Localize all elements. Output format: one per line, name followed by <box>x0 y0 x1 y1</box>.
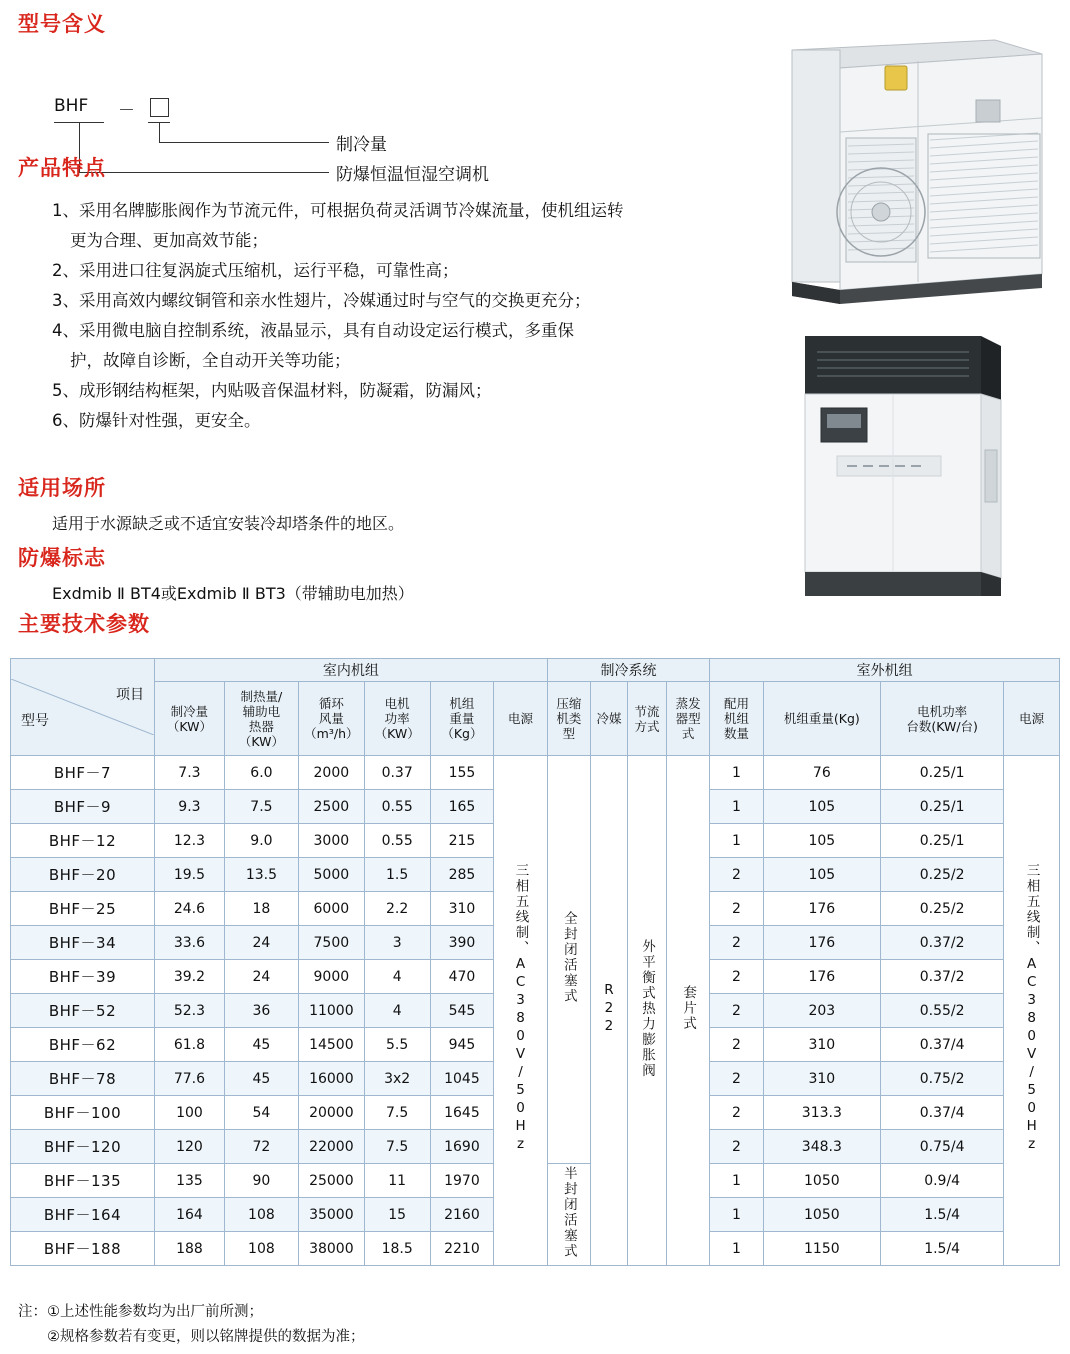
cell-model: BHF－135 <box>11 1164 155 1198</box>
cell-weight: 310 <box>430 892 494 926</box>
model-code-prefix: BHF <box>54 96 89 116</box>
cell-refrigerant: R22 <box>590 756 627 1266</box>
cell-model: BHF－39 <box>11 960 155 994</box>
cell-model: BHF－78 <box>11 1062 155 1096</box>
cell-qty: 2 <box>710 960 763 994</box>
cell-compressor-full-type: 全封闭活塞式 <box>547 756 590 1164</box>
model-code-dash: － <box>118 101 135 121</box>
cell-motor: 18.5 <box>364 1232 430 1266</box>
cell-out-motor: 0.37/4 <box>880 1096 1003 1130</box>
cell-heating: 72 <box>224 1130 298 1164</box>
specs-title: 主要技术参数 <box>18 612 150 636</box>
cell-qty: 2 <box>710 994 763 1028</box>
cell-cooling: 39.2 <box>154 960 224 994</box>
cell-out-motor: 0.37/2 <box>880 960 1003 994</box>
cell-qty: 2 <box>710 1130 763 1164</box>
cell-qty: 1 <box>710 1232 763 1266</box>
feature-item-4-line1: 4、采用微电脑自控制系统，液晶显示，具有自动设定运行模式，多重保 <box>52 321 574 340</box>
cell-out-motor: 0.75/2 <box>880 1062 1003 1096</box>
cell-qty: 2 <box>710 926 763 960</box>
application-title: 适用场所 <box>18 476 106 500</box>
cell-heating: 45 <box>224 1028 298 1062</box>
table-notes <box>18 1300 365 1350</box>
col-outdoor-power-supply: 电源 <box>1004 682 1060 756</box>
col-outdoor-motor-power: 电机功率 台数(KW/台) <box>880 682 1003 756</box>
model-code-title: 型号含义 <box>18 12 106 36</box>
cell-air: 22000 <box>298 1130 364 1164</box>
cell-outdoor-power-supply: 三相五线制、AC380V/50Hz <box>1004 756 1060 1266</box>
cell-model: BHF－7 <box>11 756 155 790</box>
cell-qty: 2 <box>710 1028 763 1062</box>
table-corner-top-label: 项目 <box>115 687 144 703</box>
leader-label-cooling-capacity: 制冷量 <box>336 135 387 155</box>
cell-cooling: 9.3 <box>154 790 224 824</box>
col-compressor-type: 压缩 机类 型 <box>547 682 590 756</box>
cell-heating: 18 <box>224 892 298 926</box>
table-group-refrigeration: 制冷系统 <box>547 659 709 682</box>
application-section <box>18 472 708 538</box>
cell-out-weight: 1050 <box>763 1198 880 1232</box>
cell-qty: 2 <box>710 1096 763 1130</box>
cell-air: 11000 <box>298 994 364 1028</box>
table-corner-cell <box>11 659 155 756</box>
cell-out-motor: 0.25/1 <box>880 756 1003 790</box>
cell-cooling: 100 <box>154 1096 224 1130</box>
cell-air: 2500 <box>298 790 364 824</box>
cell-air: 25000 <box>298 1164 364 1198</box>
cell-out-weight: 176 <box>763 892 880 926</box>
leader-label-product-name: 防爆恒温恒湿空调机 <box>336 165 489 185</box>
cell-motor: 0.55 <box>364 824 430 858</box>
cell-motor: 7.5 <box>364 1130 430 1164</box>
cell-cooling: 12.3 <box>154 824 224 858</box>
table-group-indoor: 室内机组 <box>154 659 547 682</box>
cell-motor: 0.37 <box>364 756 430 790</box>
cell-qty: 1 <box>710 1198 763 1232</box>
cell-out-weight: 310 <box>763 1028 880 1062</box>
cell-cooling: 24.6 <box>154 892 224 926</box>
application-body: 适用于水源缺乏或不适宜安装冷却塔条件的地区。 <box>52 514 405 533</box>
table-group-outdoor: 室外机组 <box>710 659 1060 682</box>
specs-table-container <box>10 658 1060 1266</box>
cell-qty: 1 <box>710 790 763 824</box>
col-motor-power: 电机 功率 （KW） <box>364 682 430 756</box>
table-column-header-row <box>11 682 1060 756</box>
cell-weight: 215 <box>430 824 494 858</box>
cell-out-motor: 0.75/4 <box>880 1130 1003 1164</box>
cell-air: 6000 <box>298 892 364 926</box>
cell-model: BHF－62 <box>11 1028 155 1062</box>
cell-weight: 2160 <box>430 1198 494 1232</box>
note-1: 注：①上述性能参数均为出厂前所测； <box>18 1304 263 1320</box>
cell-model: BHF－20 <box>11 858 155 892</box>
cell-heating: 13.5 <box>224 858 298 892</box>
cell-qty: 2 <box>710 858 763 892</box>
cell-cooling: 120 <box>154 1130 224 1164</box>
cell-out-weight: 176 <box>763 926 880 960</box>
cell-evaporator-type: 套片式 <box>667 756 710 1266</box>
cell-weight: 1045 <box>430 1062 494 1096</box>
cell-heating: 24 <box>224 926 298 960</box>
table-row <box>11 756 1060 790</box>
cell-air: 20000 <box>298 1096 364 1130</box>
cell-weight: 2210 <box>430 1232 494 1266</box>
col-evaporator-type: 蒸发 器型 式 <box>667 682 710 756</box>
cell-qty: 1 <box>710 1164 763 1198</box>
cell-model: BHF－100 <box>11 1096 155 1130</box>
cell-air: 9000 <box>298 960 364 994</box>
cell-motor: 15 <box>364 1198 430 1232</box>
cell-air: 38000 <box>298 1232 364 1266</box>
cell-heating: 90 <box>224 1164 298 1198</box>
explosion-proof-mark-body: Exdmib Ⅱ BT4或Exdmib Ⅱ BT3（带辅助电加热） <box>52 584 414 603</box>
cell-qty: 1 <box>710 824 763 858</box>
col-unit-quantity: 配用 机组 数量 <box>710 682 763 756</box>
cell-qty: 1 <box>710 756 763 790</box>
indoor-unit-photo <box>795 330 1040 608</box>
cell-air: 35000 <box>298 1198 364 1232</box>
cell-model: BHF－52 <box>11 994 155 1028</box>
col-cooling-capacity: 制冷量 （KW） <box>154 682 224 756</box>
cell-heating: 9.0 <box>224 824 298 858</box>
note-2: ②规格参数若有变更，则以铭牌提供的数据为准； <box>18 1329 365 1345</box>
cell-cooling: 61.8 <box>154 1028 224 1062</box>
cell-cooling: 188 <box>154 1232 224 1266</box>
feature-item-1 <box>18 196 708 256</box>
cell-weight: 1645 <box>430 1096 494 1130</box>
cell-out-weight: 105 <box>763 858 880 892</box>
cell-weight: 165 <box>430 790 494 824</box>
cell-cooling: 33.6 <box>154 926 224 960</box>
cell-cooling: 7.3 <box>154 756 224 790</box>
cell-qty: 2 <box>710 892 763 926</box>
cell-motor: 5.5 <box>364 1028 430 1062</box>
cell-motor: 2.2 <box>364 892 430 926</box>
cell-out-weight: 348.3 <box>763 1130 880 1164</box>
features-title: 产品特点 <box>18 156 106 180</box>
cell-compressor-semi-type: 半封闭活塞式 <box>547 1164 590 1266</box>
cell-weight: 945 <box>430 1028 494 1062</box>
col-outdoor-weight: 机组重量(Kg) <box>763 682 880 756</box>
table-corner-bottom-label: 型号 <box>21 713 49 729</box>
cell-indoor-power-supply: 三相五线制、AC380V/50Hz <box>494 756 547 1266</box>
feature-item-6 <box>18 406 708 436</box>
cell-cooling: 164 <box>154 1198 224 1232</box>
cell-out-motor: 0.37/4 <box>880 1028 1003 1062</box>
cell-heating: 108 <box>224 1232 298 1266</box>
cell-weight: 470 <box>430 960 494 994</box>
cell-cooling: 19.5 <box>154 858 224 892</box>
feature-item-5-line1: 5、成形钢结构框架，内贴吸音保温材料，防凝霜，防漏风； <box>52 381 492 400</box>
cell-heating: 7.5 <box>224 790 298 824</box>
outdoor-unit-photo <box>780 22 1050 312</box>
cell-air: 3000 <box>298 824 364 858</box>
feature-item-4-line2: 护，故障自诊断，全自动开关等功能； <box>70 351 351 370</box>
cell-out-weight: 105 <box>763 824 880 858</box>
cell-model: BHF－120 <box>11 1130 155 1164</box>
cell-out-motor: 1.5/4 <box>880 1198 1003 1232</box>
cell-out-weight: 76 <box>763 756 880 790</box>
feature-item-4 <box>18 316 708 376</box>
cell-motor: 11 <box>364 1164 430 1198</box>
cell-model: BHF－164 <box>11 1198 155 1232</box>
cell-motor: 4 <box>364 960 430 994</box>
cell-weight: 390 <box>430 926 494 960</box>
cell-air: 5000 <box>298 858 364 892</box>
cell-out-weight: 310 <box>763 1062 880 1096</box>
col-throttle-method: 节流 方式 <box>627 682 666 756</box>
cell-heating: 24 <box>224 960 298 994</box>
model-code-blank-box <box>150 98 169 117</box>
cell-weight: 545 <box>430 994 494 1028</box>
cell-cooling: 52.3 <box>154 994 224 1028</box>
cell-motor: 4 <box>364 994 430 1028</box>
cell-air: 16000 <box>298 1062 364 1096</box>
col-refrigerant: 冷媒 <box>590 682 627 756</box>
explosion-proof-mark-title: 防爆标志 <box>18 546 106 570</box>
cell-motor: 3x2 <box>364 1062 430 1096</box>
cell-heating: 36 <box>224 994 298 1028</box>
table-group-header-row <box>11 659 1060 682</box>
cell-weight: 1970 <box>430 1164 494 1198</box>
cell-out-motor: 0.9/4 <box>880 1164 1003 1198</box>
cell-weight: 155 <box>430 756 494 790</box>
cell-out-motor: 1.5/4 <box>880 1232 1003 1266</box>
col-indoor-power-supply: 电源 <box>494 682 547 756</box>
feature-item-2-line1: 2、采用进口往复涡旋式压缩机，运行平稳，可靠性高； <box>52 261 459 280</box>
cell-air: 2000 <box>298 756 364 790</box>
cell-model: BHF－188 <box>11 1232 155 1266</box>
cell-out-motor: 0.25/2 <box>880 892 1003 926</box>
features-list <box>18 196 708 436</box>
explosion-proof-mark-section <box>18 542 708 608</box>
cell-weight: 1690 <box>430 1130 494 1164</box>
cell-out-weight: 176 <box>763 960 880 994</box>
cell-model: BHF－9 <box>11 790 155 824</box>
cell-weight: 285 <box>430 858 494 892</box>
feature-item-6-line1: 6、防爆针对性强，更安全。 <box>52 411 261 430</box>
cell-model: BHF－25 <box>11 892 155 926</box>
cell-out-motor: 0.37/2 <box>880 926 1003 960</box>
model-code-section <box>18 8 658 185</box>
cell-cooling: 77.6 <box>154 1062 224 1096</box>
feature-item-2 <box>18 256 708 286</box>
feature-item-1-line2: 更为合理、更加高效节能； <box>70 231 268 250</box>
cell-motor: 3 <box>364 926 430 960</box>
col-air-volume: 循环 风量 （m³/h） <box>298 682 364 756</box>
feature-item-3 <box>18 286 708 316</box>
feature-item-3-line1: 3、采用高效内螺纹铜管和亲水性翅片，冷媒通过时与空气的交换更充分； <box>52 291 591 310</box>
col-unit-weight: 机组 重量 （Kg） <box>430 682 494 756</box>
cell-out-weight: 203 <box>763 994 880 1028</box>
specs-table <box>10 658 1060 1266</box>
cell-out-weight: 1050 <box>763 1164 880 1198</box>
cell-model: BHF－12 <box>11 824 155 858</box>
feature-item-1-line1: 1、采用名牌膨胀阀作为节流元件，可根据负荷灵活调节冷媒流量，使机组运转 <box>52 201 624 220</box>
cell-qty: 2 <box>710 1062 763 1096</box>
feature-item-5 <box>18 376 708 406</box>
cell-cooling: 135 <box>154 1164 224 1198</box>
cell-throttle-method: 外平衡式热力膨胀阀 <box>627 756 666 1266</box>
cell-out-weight: 1150 <box>763 1232 880 1266</box>
cell-air: 7500 <box>298 926 364 960</box>
cell-heating: 108 <box>224 1198 298 1232</box>
cell-heating: 45 <box>224 1062 298 1096</box>
cell-out-motor: 0.25/1 <box>880 824 1003 858</box>
cell-model: BHF－34 <box>11 926 155 960</box>
col-heating-capacity: 制热量/ 辅助电 热器 （KW） <box>224 682 298 756</box>
cell-heating: 54 <box>224 1096 298 1130</box>
cell-motor: 1.5 <box>364 858 430 892</box>
cell-out-weight: 313.3 <box>763 1096 880 1130</box>
cell-out-weight: 105 <box>763 790 880 824</box>
cell-out-motor: 0.25/1 <box>880 790 1003 824</box>
cell-heating: 6.0 <box>224 756 298 790</box>
cell-motor: 0.55 <box>364 790 430 824</box>
cell-air: 14500 <box>298 1028 364 1062</box>
cell-out-motor: 0.25/2 <box>880 858 1003 892</box>
features-section <box>18 152 708 436</box>
cell-motor: 7.5 <box>364 1096 430 1130</box>
cell-out-motor: 0.55/2 <box>880 994 1003 1028</box>
